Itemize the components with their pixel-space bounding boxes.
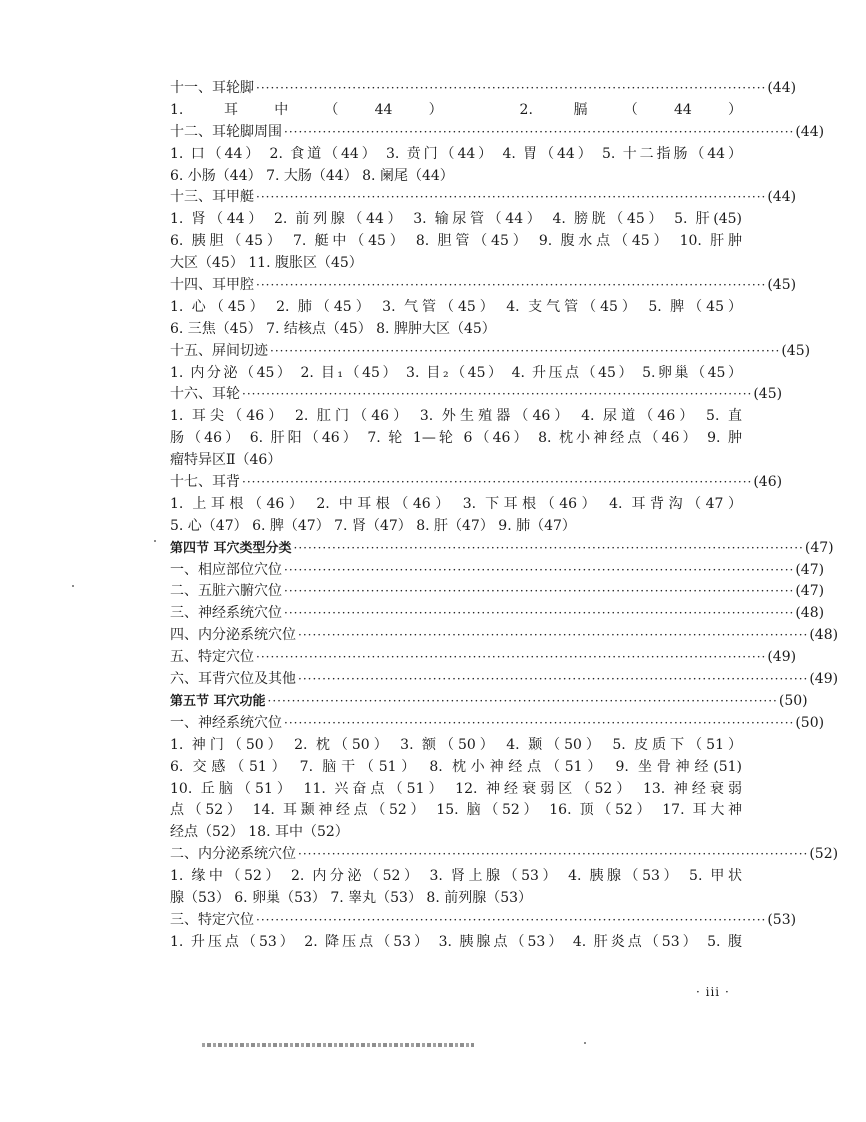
toc-entry-title: 十三、耳甲艇 (170, 189, 254, 206)
toc-entry-title: 二、内分泌系统穴位 (170, 846, 296, 863)
toc-entry-page: (45) (753, 386, 783, 403)
acupoint-list-line: 瘤特异区Ⅱ（46） (170, 452, 282, 469)
toc-entry-page: (50) (795, 714, 825, 731)
toc-entry (170, 78, 797, 100)
leader-dots: ·········································································································· (256, 278, 767, 293)
toc-entry (170, 341, 811, 363)
leader-dots: ·········································································································· (284, 606, 795, 621)
toc-page (170, 78, 839, 954)
leader-dots: ·········································································································· (270, 343, 781, 358)
toc-entry-title: 第五节 耳穴功能 (170, 693, 266, 709)
toc-entry-title: 五、特定穴位 (170, 649, 254, 666)
toc-entry (170, 384, 783, 406)
toc-entry-page: (53) (767, 911, 797, 928)
leader-dots: ·········································································································· (293, 540, 804, 555)
toc-entry-page: (44) (767, 80, 797, 96)
toc-entry-page: (47) (795, 561, 825, 578)
toc-entry (170, 122, 825, 144)
scan-speck (584, 1042, 586, 1044)
toc-entry (170, 669, 839, 691)
toc-entry-title: 一、相应部位穴位 (170, 561, 282, 578)
toc-entry (170, 625, 839, 647)
toc-entry (170, 581, 825, 603)
acupoint-list-line: 1. 内分泌（45） 2. 目₁（45） 3. 目₂（45） 4. 升压点（45） 5.卵巢（45） (170, 364, 742, 381)
toc-entry (170, 713, 825, 735)
acupoint-list-line: 6. 胰胆（45） 7. 艇中（45） 8. 胆管（45） 9. 腹水点（45） 10. 肝肿 (170, 233, 742, 250)
toc-entry-title: 第四节 耳穴类型分类 (170, 540, 292, 556)
toc-entry (170, 603, 825, 625)
acupoint-list-line: 经点（52） 18. 耳中（52） (170, 824, 349, 841)
leader-dots: ·········································································································· (242, 387, 753, 402)
toc-entry (170, 472, 783, 494)
toc-entry-title: 十四、耳甲腔 (170, 277, 254, 294)
leader-dots: ·········································································································· (284, 715, 795, 730)
toc-entry-page: (52) (809, 846, 839, 863)
toc-entry-page: (49) (767, 649, 797, 666)
toc-entry-page: (49) (809, 671, 839, 688)
toc-entry-title: 六、耳背穴位及其他 (170, 671, 296, 688)
acupoint-list-line: 1. 耳尖（46） 2. 肛门（46） 3. 外生殖器（46） 4. 尿道（46） 5. 直 (170, 408, 742, 425)
acupoint-list-line: 腺（53） 6. 卵巢（53） 7. 睾丸（53） 8. 前列腺（53） (170, 889, 533, 906)
acupoint-list-line: 5. 心（47） 6. 脾（47） 7. 肾（47） 8. 肝（47） 9. 肺（47） (170, 517, 576, 534)
toc-entry (170, 560, 825, 582)
leader-dots: ·········································································································· (267, 693, 778, 708)
toc-entry (170, 844, 839, 866)
acupoint-list-line: 6. 小肠（44） 7. 大肠（44） 8. 阑尾（44） (170, 167, 454, 184)
acupoint-list-line: 10. 丘脑（51） 11. 兴奋点（51） 12. 神经衰弱区（52） 13. 神经衰弱 (170, 780, 742, 797)
acupoint-list-line: 肠（46） 6. 肝阳（46） 7. 轮 1—轮 6（46） 8. 枕小神经点（46） 9. 肿 (170, 430, 742, 447)
toc-entry-title: 十七、耳背 (170, 474, 240, 491)
acupoint-list-line: 1. 神门（50） 2. 枕（50） 3. 额（50） 4. 颞（50） 5. 皮质下（51） (170, 736, 742, 753)
scan-artifact (202, 1043, 474, 1047)
toc-entry-page: (45) (767, 277, 797, 294)
scan-speck (154, 540, 156, 542)
acupoint-list-line: 1. 耳中（44） 2. 膈（44） (170, 101, 742, 118)
toc-section-heading (170, 691, 808, 713)
acupoint-list-line: 6. 三焦（45） 7. 结核点（45） 8. 脾肿大区（45） (170, 320, 496, 337)
toc-entry-title: 十二、耳轮脚周围 (170, 123, 282, 140)
scan-speck (72, 585, 74, 587)
acupoint-list-line: 1. 心（45） 2. 肺（45） 3. 气管（45） 4. 支气管（45） 5. 脾（45） (170, 298, 742, 315)
leader-dots: ·········································································································· (256, 81, 767, 95)
leader-dots: ·········································································································· (284, 584, 795, 599)
acupoint-list-line: 1. 上耳根（46） 2. 中耳根（46） 3. 下耳根（46） 4. 耳背沟（47） (170, 495, 742, 512)
toc-entry (170, 275, 797, 297)
leader-dots: ·········································································································· (256, 912, 767, 927)
toc-entry-title: 三、特定穴位 (170, 911, 254, 928)
leader-dots: ·········································································································· (242, 475, 753, 490)
toc-entry-title: 十五、屏间切迹 (170, 342, 268, 359)
toc-entry-page: (47) (804, 539, 834, 556)
acupoint-list-line: 1. 肾（44） 2. 前列腺（44） 3. 输尿管（44） 4. 膀胱（45） 5. 肝(45) (170, 211, 742, 228)
leader-dots: ·········································································································· (298, 628, 809, 643)
toc-entry-title: 四、内分泌系统穴位 (170, 627, 296, 644)
toc-entry-page: (44) (795, 123, 825, 140)
toc-entry-page: (47) (795, 583, 825, 600)
acupoint-list-line: 大区（45） 11. 腹胀区（45） (170, 255, 363, 272)
acupoint-list-line: 1. 升压点（53） 2. 降压点（53） 3. 胰腺点（53） 4. 肝炎点（53） 5. 腹 (170, 933, 742, 950)
toc-entry-page: (44) (767, 189, 797, 206)
toc-entry-page: (46) (753, 474, 783, 491)
toc-entry-title: 十六、耳轮 (170, 386, 240, 403)
acupoint-list-line: 1. 缘中（52） 2. 内分泌（52） 3. 肾上腺（53） 4. 胰腺（53） 5. 甲状 (170, 868, 742, 885)
toc-entry (170, 910, 797, 932)
leader-dots: ·········································································································· (284, 562, 795, 577)
leader-dots: ·········································································································· (284, 124, 795, 139)
toc-entry-page: (48) (795, 605, 825, 622)
toc-entry (170, 647, 797, 669)
leader-dots: ·········································································································· (256, 190, 767, 205)
toc-entry-title: 一、神经系统穴位 (170, 714, 282, 731)
page-number: · iii · (696, 985, 730, 999)
toc-entry-title: 二、五脏六腑穴位 (170, 583, 282, 600)
leader-dots: ·········································································································· (298, 847, 809, 862)
toc-section-heading (170, 538, 834, 560)
toc-entry-page: (50) (778, 692, 808, 709)
leader-dots: ·········································································································· (298, 672, 809, 687)
acupoint-list-line: 6. 交感（51） 7. 脑干（51） 8. 枕小神经点（51） 9. 坐骨神经(51) (170, 758, 742, 775)
toc-entry-page: (45) (781, 342, 811, 359)
toc-entry-title: 十一、耳轮脚 (170, 80, 254, 96)
leader-dots: ·········································································································· (256, 650, 767, 665)
acupoint-list-line: 点（52） 14. 耳颞神经点（52） 15. 脑（52） 16. 顶（52） 17. 耳大神 (170, 802, 742, 819)
acupoint-list-line: 1. 口（44） 2. 食道（44） 3. 贲门（44） 4. 胃（44） 5. 十二指肠（44） (170, 145, 742, 162)
toc-entry-title: 三、神经系统穴位 (170, 605, 282, 622)
toc-entry-page: (48) (809, 627, 839, 644)
toc-entry (170, 187, 797, 209)
